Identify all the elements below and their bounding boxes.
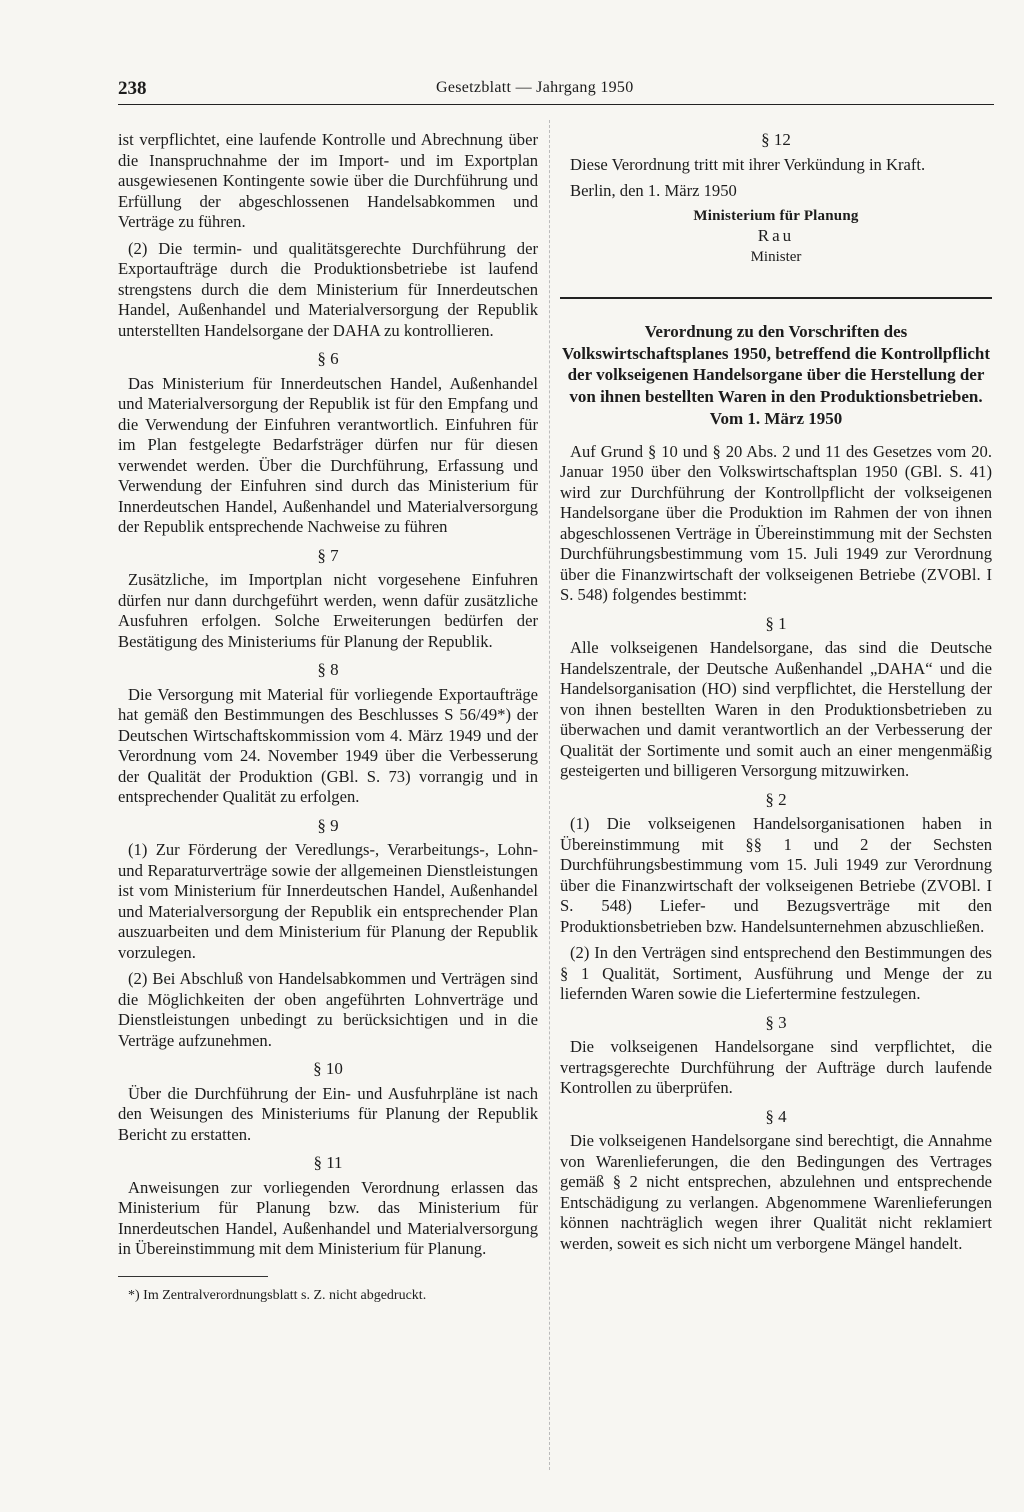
footnote-divider: [118, 1276, 268, 1277]
section-text-6: Das Ministerium für Innerdeutschen Handel, Außenhandel und Materialversorgung der Republik ist für den Empfang und die Verwendung der Einfuhren verantwortlich. Einfuhren für im Plan festgelegte Bedarfsträger dürfen nur für diesen verwendet werden. Über die Durchführung, Erfassung und Verwendung der Einfuhren sind durch das Ministerium für Innerdeutschen Handel, Außenhandel und Materialversorgung der Republik entsprechende Nachweise zu führen: [118, 373, 538, 536]
section-text-4: Die volkseigenen Handelsorgane sind berechtigt, die Annahme von Warenlieferungen, die den Bedingungen des Vertrages gemäß § 2 nicht entsprechen, abzulehnen und entsprechende Entschädigung zu verlangen. Abgenommene Warenlieferungen können nachträglich wegen ihrer Qualität nicht reklamiert werden, soweit es sich nicht um verborgene Mängel handelt.: [560, 1131, 992, 1253]
paragraph-intro: ist verpflichtet, eine laufende Kontrolle und Abrechnung über die Inanspruchnahme der im Import- und im Exportplan ausgewiesenen Kontingente sowie über die Durchführung und Erfüllung der abgeschlossenen Handelsabkommen und Verträge zu führen.: [118, 130, 538, 231]
section-heading-1: § 1: [765, 613, 787, 633]
footnote: *) Im Zentralverordnungsblatt s. Z. nicht abgedruckt.: [128, 1287, 427, 1303]
section-heading-12: § 12: [761, 130, 791, 149]
left-column: [118, 130, 538, 1305]
section-heading-11: § 11: [313, 1153, 343, 1172]
section-text-3: Die volkseigenen Handelsorgane sind verpflichtet, die vertragsgerechte Durchführung der Aufträge durch laufende Kontrollen zu überprüfen.: [560, 1037, 992, 1097]
section-heading-3: § 3: [765, 1012, 787, 1032]
section-heading-6: § 6: [317, 349, 339, 368]
section-heading-2: § 2: [765, 789, 787, 809]
section-heading-4: § 4: [765, 1106, 787, 1126]
section-text-7: Zusätzliche, im Importplan nicht vorgesehene Einfuhren dürfen nur dann durchgeführt werden, wenn dafür zusätzliche Ausfuhren erfolgen. Solche Erweiterungen bedürfen der Bestätigung des Ministeriums für Planung der Republik.: [118, 570, 538, 651]
decree-title: Verordnung zu den Vorschriften des Volkswirtschaftsplanes 1950, betreffend die Kontrollpflicht der volkseigenen Handelsorgane über die Herstellung der von ihnen bestellten Waren in den Produktionsbetrieben.: [561, 322, 990, 406]
section-heading-10: § 10: [313, 1059, 343, 1078]
right-column: [560, 130, 992, 1254]
decree-date: Vom 1. März 1950: [709, 409, 843, 428]
section-text-1: Alle volkseigenen Handelsorgane, das sind die Deutsche Handelszentrale, der Deutsche Außenhandel „DAHA“ und die Handelsorganisation (HO) sind verpflichtet, die Herstellung der von ihnen bestellten Waren in den Produktionsbetrieben zu überwachen und damit verantwortlich an der Verbesserung der Qualität der Sortimente und somit auch an einer mengenmäßig gesteigerten und billigeren Versorgung mitzuwirken.: [560, 638, 992, 780]
section-text-2-abs1: (1) Die volkseigenen Handelsorganisationen haben in Übereinstimmung mit §§ 1 und 2 der Sechsten Durchführungsbestimmung vom 15. Juli 1949 zur Verordnung über die Finanzwirtschaft der volkseigenen Betriebe (ZVOBl. I S. 548) Liefer- und Bezugsverträge mit den Produktionsbetrieben bzw. Handelsunternehmen abzuschließen.: [560, 814, 992, 936]
section-text-9-abs1: (1) Zur Förderung der Veredlungs-, Verarbeitungs-, Lohn- und Reparaturverträge sowie der allgemeinen Dienstleistungen ist vom Ministerium für Innerdeutschen Handel, Außenhandel und Materialversorgung der Republik ein entsprechender Plan auszuarbeiten und dem Ministerium für Planung der Republik vorzulegen.: [118, 840, 538, 962]
paragraph-abs2: (2) Die termin- und qualitätsgerechte Durchführung der Exportaufträge durch die Produktionsbetriebe ist laufend strengstens durch die dem Ministerium für Innerdeutschen Handel, Außenhandel und Materialversorgung der Republik unterstellten Handelsorgane der DAHA zu kontrollieren.: [118, 238, 538, 340]
section-text-9-abs2: (2) Bei Abschluß von Handelsabkommen und Verträgen sind die Möglichkeiten der oben angeführten Lohnverträge und Dienstleistungen unbedingt zu berücksichtigen und in die Verträge aufzunehmen.: [118, 969, 538, 1050]
section-heading-8: § 8: [317, 660, 339, 679]
section-text-2-abs2: (2) In den Verträgen sind entsprechend den Bestimmungen des § 1 Qualität, Sortiment, Ausführung und Menge der zu liefernden Waren sowie die Liefertermine festzulegen.: [560, 943, 992, 1003]
running-title: Gesetzblatt — Jahrgang 1950: [436, 79, 634, 96]
place-date: Berlin, den 1. März 1950: [570, 181, 737, 200]
page-header: [118, 74, 994, 105]
section-text-8: Die Versorgung mit Material für vorliegende Exportaufträge hat gemäß den Bestimmungen des Beschlusses S 56/49*) der Deutschen Wirtschaftskommission vom 4. März 1949 und der Verordnung vom 24. November 1949 über die Verbesserung der Qualität der Produktion (GBl. S. 73) vorrangig und in entsprechender Qualität zu erfolgen.: [118, 684, 538, 806]
column-divider: [549, 120, 550, 1470]
preamble: Auf Grund § 10 und § 20 Abs. 2 und 11 des Gesetzes vom 20. Januar 1950 über den Volkswirtschaftsplan 1950 (GBl. S. 41) wird zur Durchführung der Kontrollpflicht der volkseigenen Handelsorgane über die Produktion im Rahmen der von ihnen abgeschlossenen Verträge in Übereinstimmung mit der Sechsten Durchführungsbestimmung vom 15. Juli 1949 zur Verordnung über die Finanzwirtschaft der volkseigenen Betriebe (ZVOBl. I S. 548) folgendes bestimmt:: [560, 441, 992, 604]
section-text-12: Diese Verordnung tritt mit ihrer Verkündung in Kraft.: [570, 154, 926, 174]
section-heading-9: § 9: [317, 815, 339, 835]
signature-name: Rau: [757, 226, 795, 245]
section-text-11: Anweisungen zur vorliegenden Verordnung erlassen das Ministerium für Planung bzw. das Ministerium für Innerdeutschen Handel, Außenhandel und Materialversorgung in Übereinstimmung mit dem Ministerium für Planung.: [118, 1177, 538, 1258]
signature-role: Minister: [750, 248, 802, 265]
section-heading-7: § 7: [317, 545, 339, 565]
section-text-10: Über die Durchführung der Ein- und Ausfuhrpläne ist nach den Weisungen des Ministeriums für Planung der Republik Bericht zu erstatten.: [118, 1083, 538, 1144]
decree-separator: [560, 297, 992, 299]
page-number: 238: [118, 78, 147, 99]
signature-ministry: Ministerium für Planung: [693, 207, 859, 224]
